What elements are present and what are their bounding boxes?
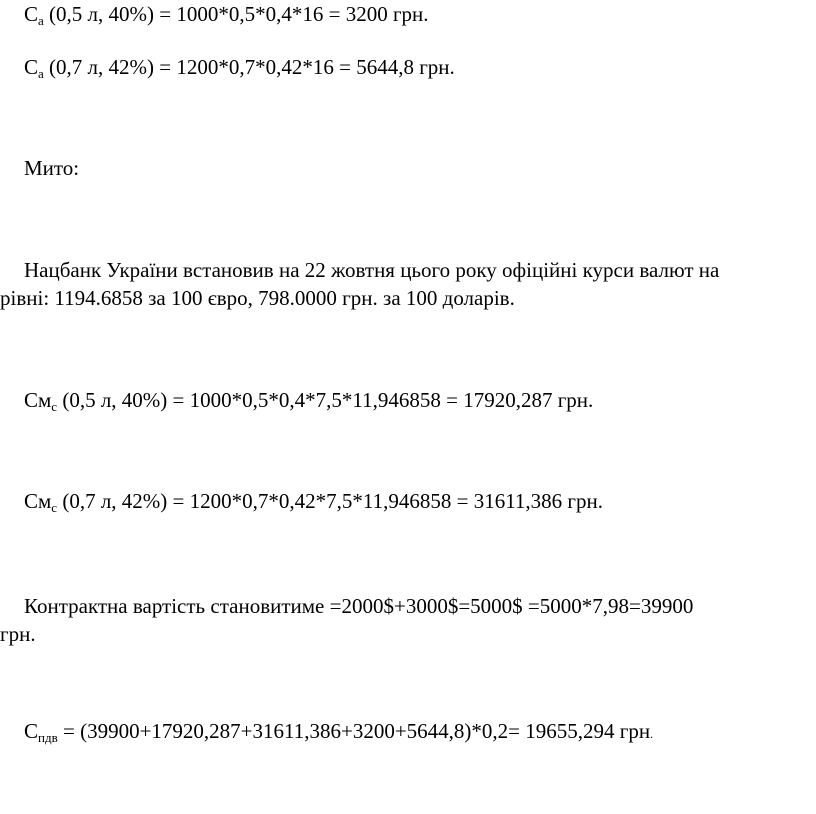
formula-text: = (39900+17920,287+31611,386+3200+5644,8)*0,2= 19655,294 грн: [57, 719, 651, 743]
formula-text: (0,7 л, 42%) = 1200*0,7*0,42*7,5*11,946858 = 31611,386 грн.: [57, 489, 604, 513]
customs-fee-line-1: [0, 2, 816, 26]
natsbank-paragraph-line-2: [0, 286, 816, 310]
excise-line-2: [0, 489, 816, 513]
formula-text: (0,7 л, 42%) = 1200*0,7*0,42*16 = 5644,8 грн.: [43, 55, 455, 79]
excise-line-1: [0, 388, 816, 412]
symbol-subscript: с: [51, 500, 58, 515]
symbol: С: [24, 2, 39, 26]
paragraph-text: Контрактна вартість становитиме =2000$+3000$=5000$ =5000*7,98=39900: [24, 594, 694, 618]
paragraph-text: грн.: [0, 622, 36, 646]
paragraph-text: Нацбанк України встановив на 22 жовтня цього року офіційні курси валют на: [24, 258, 720, 282]
trailing-period: .: [650, 727, 654, 741]
symbol-subscript: с: [51, 399, 58, 414]
duty-heading-text: Мито:: [24, 156, 80, 180]
symbol-subscript: а: [38, 13, 44, 28]
formula-text: (0,5 л, 40%) = 1000*0,5*0,4*7,5*11,946858 = 17920,287 грн.: [57, 388, 594, 412]
duty-heading: [0, 156, 816, 180]
contract-value-line-1: [0, 594, 816, 618]
paragraph-text: рівні: 1194.6858 за 100 євро, 798.0000 грн. за 100 доларів.: [0, 286, 515, 310]
symbol-subscript: пдв: [38, 730, 58, 745]
symbol: См: [24, 489, 52, 513]
symbol: С: [24, 719, 39, 743]
symbol-subscript: а: [38, 66, 44, 81]
vat-line: [0, 719, 816, 746]
customs-fee-line-2: [0, 55, 816, 79]
natsbank-paragraph-line-1: [0, 258, 816, 282]
formula-text: (0,5 л, 40%) = 1000*0,5*0,4*16 = 3200 грн.: [43, 2, 429, 26]
symbol: С: [24, 55, 39, 79]
contract-value-line-2: [0, 622, 816, 646]
symbol: См: [24, 388, 52, 412]
